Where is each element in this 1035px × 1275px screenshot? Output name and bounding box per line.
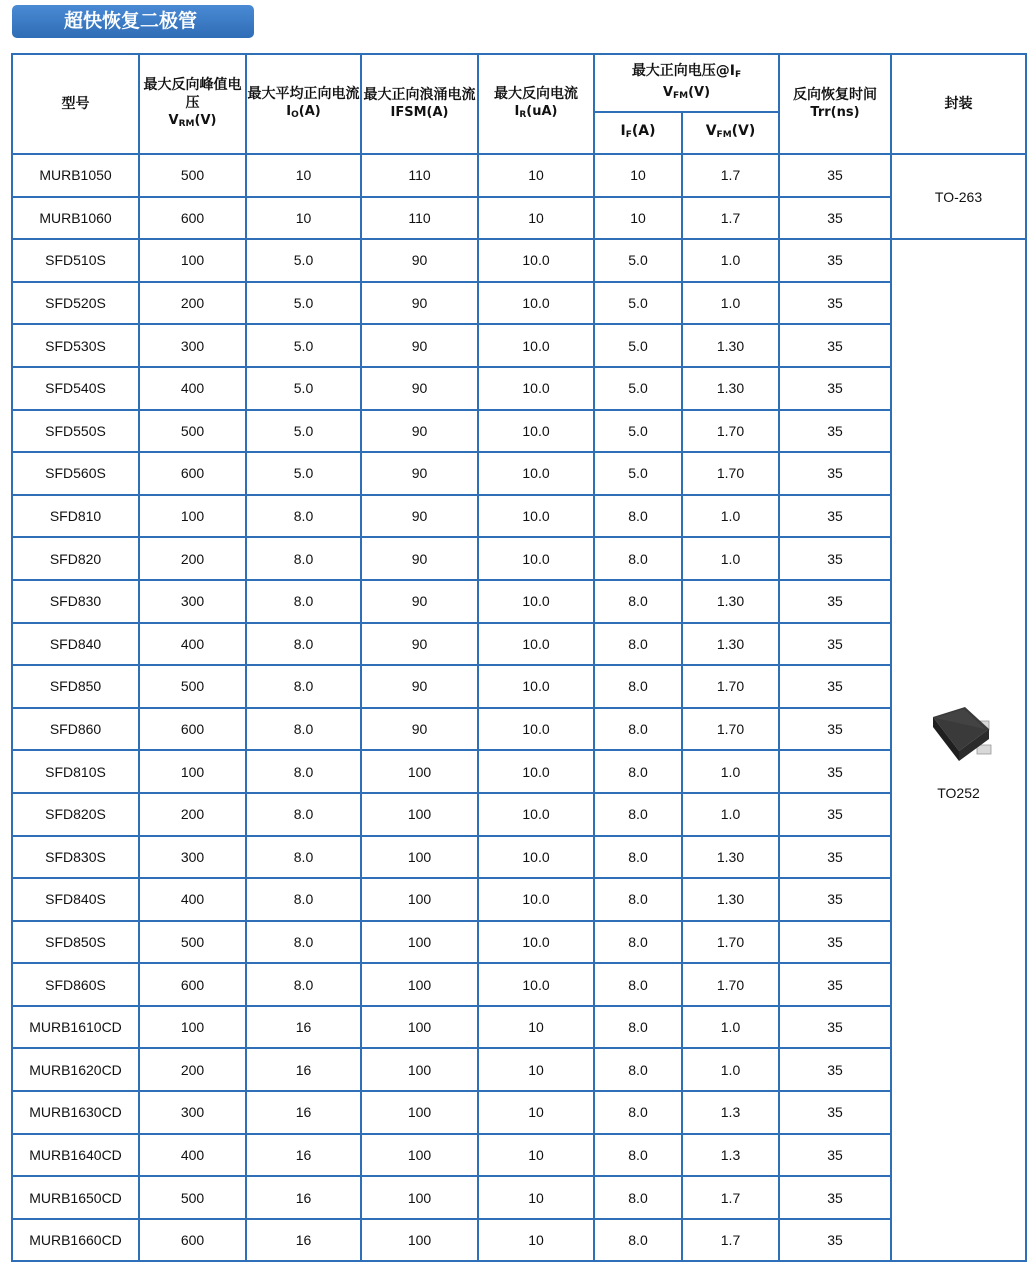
table-cell: 100 [361, 1006, 478, 1049]
table-cell: MURB1620CD [12, 1048, 139, 1091]
table-cell: 100 [139, 495, 246, 538]
table-cell: 1.0 [682, 750, 779, 793]
table-cell: 8.0 [246, 963, 361, 1006]
table-cell: 90 [361, 410, 478, 453]
table-cell: 1.7 [682, 154, 779, 197]
table-row [12, 836, 1026, 879]
table-cell: 8.0 [594, 580, 682, 623]
table-cell: 10.0 [478, 495, 594, 538]
table-cell: SFD830S [12, 836, 139, 879]
table-cell: SFD550S [12, 410, 139, 453]
table-cell: 35 [779, 708, 891, 751]
table-cell: 5.0 [594, 367, 682, 410]
header-io: 最大平均正向电流 $I_O(A)$ [246, 54, 361, 154]
table-cell: 600 [139, 452, 246, 495]
table-cell: SFD850S [12, 921, 139, 964]
table-cell: 10 [246, 197, 361, 240]
table-row [12, 367, 1026, 410]
table-cell: 1.30 [682, 324, 779, 367]
table-cell: 10.0 [478, 410, 594, 453]
table-cell: 10 [594, 154, 682, 197]
table-cell: 10 [478, 1176, 594, 1219]
table-cell: 8.0 [594, 1176, 682, 1219]
table-cell: 10.0 [478, 921, 594, 964]
table-cell: 300 [139, 580, 246, 623]
table-cell: 300 [139, 324, 246, 367]
table-row [12, 963, 1026, 1006]
table-cell: 35 [779, 1176, 891, 1219]
table-cell: 16 [246, 1091, 361, 1134]
table-cell: 10.0 [478, 708, 594, 751]
table-cell: SFD810S [12, 750, 139, 793]
table-row [12, 1134, 1026, 1177]
table-cell: 10.0 [478, 750, 594, 793]
table-cell: 8.0 [246, 750, 361, 793]
table-cell: 1.0 [682, 1048, 779, 1091]
table-cell: 10.0 [478, 793, 594, 836]
table-cell: 90 [361, 452, 478, 495]
table-cell: 1.70 [682, 410, 779, 453]
table-row [12, 1006, 1026, 1049]
table-cell: 35 [779, 324, 891, 367]
table-cell: 1.0 [682, 282, 779, 325]
table-cell: 1.70 [682, 963, 779, 1006]
table-cell: SFD520S [12, 282, 139, 325]
table-cell: 400 [139, 1134, 246, 1177]
table-cell: 200 [139, 282, 246, 325]
table-cell: 100 [361, 963, 478, 1006]
table-cell: 5.0 [246, 282, 361, 325]
table-cell: 300 [139, 1091, 246, 1134]
table-cell: 1.0 [682, 495, 779, 538]
table-cell: 100 [361, 1176, 478, 1219]
table-row [12, 878, 1026, 921]
table-row [12, 580, 1026, 623]
table-cell: 100 [361, 793, 478, 836]
package-to252 [891, 239, 1026, 1261]
table-row [12, 1048, 1026, 1091]
table-cell: 500 [139, 665, 246, 708]
table-cell: 5.0 [594, 452, 682, 495]
table-row [12, 793, 1026, 836]
header-vrm: 最大反向峰值电压 $V_{RM}(V)$ [139, 54, 246, 154]
table-cell: SFD530S [12, 324, 139, 367]
table-row [12, 154, 1026, 197]
table-cell: 1.30 [682, 623, 779, 666]
table-cell: 10.0 [478, 878, 594, 921]
table-cell: 5.0 [594, 410, 682, 453]
table-cell: 100 [361, 878, 478, 921]
table-cell: 400 [139, 623, 246, 666]
table-cell: 90 [361, 495, 478, 538]
table-cell: 35 [779, 665, 891, 708]
table-cell: 35 [779, 1091, 891, 1134]
table-cell: 10.0 [478, 836, 594, 879]
table-cell: 100 [139, 1006, 246, 1049]
table-row [12, 623, 1026, 666]
table-cell: SFD850 [12, 665, 139, 708]
table-cell: 35 [779, 750, 891, 793]
table-cell: 600 [139, 708, 246, 751]
table-cell: 10 [594, 197, 682, 240]
table-cell: 600 [139, 1219, 246, 1262]
table-cell: 1.30 [682, 836, 779, 879]
table-row [12, 1091, 1026, 1134]
table-cell: 90 [361, 665, 478, 708]
table-cell: 35 [779, 495, 891, 538]
table-cell: 10.0 [478, 282, 594, 325]
table-cell: 500 [139, 1176, 246, 1219]
table-cell: 35 [779, 537, 891, 580]
table-cell: 35 [779, 793, 891, 836]
table-cell: 10.0 [478, 580, 594, 623]
table-cell: 8.0 [246, 708, 361, 751]
table-cell: MURB1060 [12, 197, 139, 240]
table-cell: 200 [139, 793, 246, 836]
table-row [12, 708, 1026, 751]
table-cell: 35 [779, 1048, 891, 1091]
to252-package-image [919, 699, 999, 779]
table-cell: 300 [139, 836, 246, 879]
table-cell: 8.0 [594, 878, 682, 921]
table-cell: 200 [139, 1048, 246, 1091]
table-row [12, 1219, 1026, 1262]
table-cell: 110 [361, 197, 478, 240]
table-cell: 90 [361, 623, 478, 666]
table-cell: SFD810 [12, 495, 139, 538]
table-cell: 1.3 [682, 1134, 779, 1177]
table-cell: 10 [478, 1048, 594, 1091]
table-cell: 35 [779, 878, 891, 921]
table-cell: 16 [246, 1219, 361, 1262]
package-label: TO-263 [934, 188, 983, 205]
table-cell: 90 [361, 367, 478, 410]
table-cell: 90 [361, 282, 478, 325]
table-cell: 10.0 [478, 239, 594, 282]
table-cell: SFD560S [12, 452, 139, 495]
table-cell: 5.0 [246, 324, 361, 367]
table-cell: 8.0 [594, 1219, 682, 1262]
table-cell: 10 [478, 1091, 594, 1134]
table-cell: 8.0 [246, 878, 361, 921]
table-cell: 35 [779, 623, 891, 666]
table-row [12, 1176, 1026, 1219]
table-cell: 35 [779, 452, 891, 495]
table-cell: 90 [361, 537, 478, 580]
table-cell: 5.0 [594, 324, 682, 367]
table-cell: 10.0 [478, 537, 594, 580]
table-cell: 1.70 [682, 921, 779, 964]
header-ifsm: 最大正向浪涌电流 IFSM(A) [361, 54, 478, 154]
table-cell: 5.0 [594, 282, 682, 325]
table-cell: MURB1630CD [12, 1091, 139, 1134]
table-cell: SFD820S [12, 793, 139, 836]
table-cell: 10 [478, 154, 594, 197]
table-cell: 5.0 [594, 239, 682, 282]
table-cell: 5.0 [246, 367, 361, 410]
table-cell: SFD510S [12, 239, 139, 282]
header-vf: 最大正向电压$@I_F$ $V_{FM}(V)$ [594, 54, 779, 112]
table-cell: 35 [779, 1006, 891, 1049]
table-cell: 16 [246, 1176, 361, 1219]
table-cell: 35 [779, 1219, 891, 1262]
table-cell: 10 [478, 1219, 594, 1262]
table-cell: 110 [361, 154, 478, 197]
table-cell: 16 [246, 1134, 361, 1177]
table-cell: 1.0 [682, 537, 779, 580]
table-cell: 5.0 [246, 452, 361, 495]
table-cell: 200 [139, 537, 246, 580]
table-cell: 8.0 [594, 537, 682, 580]
table-cell: 100 [361, 1219, 478, 1262]
table-cell: 10 [246, 154, 361, 197]
table-cell: MURB1640CD [12, 1134, 139, 1177]
table-cell: 35 [779, 239, 891, 282]
header-vfm: $V_{FM}(V)$ [682, 112, 779, 154]
header-package: 封装 [891, 54, 1026, 154]
table-cell: 10.0 [478, 963, 594, 1006]
table-cell: 1.30 [682, 878, 779, 921]
table-cell: 35 [779, 367, 891, 410]
table-cell: 1.70 [682, 708, 779, 751]
table-cell: 1.7 [682, 197, 779, 240]
table-cell: 100 [361, 1091, 478, 1134]
table-cell: 1.0 [682, 239, 779, 282]
table-cell: 1.70 [682, 665, 779, 708]
table-cell: 10 [478, 197, 594, 240]
table-cell: 35 [779, 282, 891, 325]
table-cell: 10.0 [478, 324, 594, 367]
table-cell: 1.30 [682, 580, 779, 623]
table-cell: 100 [361, 921, 478, 964]
table-cell: 8.0 [594, 793, 682, 836]
table-cell: 10.0 [478, 452, 594, 495]
header-model: 型号 [12, 54, 139, 154]
table-cell: 10.0 [478, 623, 594, 666]
table-cell: 100 [139, 239, 246, 282]
table-row [12, 410, 1026, 453]
table-cell: 8.0 [246, 495, 361, 538]
table-cell: SFD830 [12, 580, 139, 623]
table-cell: 90 [361, 324, 478, 367]
table-cell: 8.0 [594, 921, 682, 964]
table-cell: 8.0 [594, 1048, 682, 1091]
table-cell: 35 [779, 410, 891, 453]
table-row [12, 197, 1026, 240]
table-cell: 1.0 [682, 1006, 779, 1049]
table-cell: 35 [779, 580, 891, 623]
table-cell: 8.0 [246, 665, 361, 708]
table-cell: 16 [246, 1006, 361, 1049]
table-row [12, 324, 1026, 367]
table-cell: 90 [361, 239, 478, 282]
table-cell: 500 [139, 921, 246, 964]
table-cell: 8.0 [594, 836, 682, 879]
table-row [12, 921, 1026, 964]
table-cell: 600 [139, 197, 246, 240]
table-cell: SFD840S [12, 878, 139, 921]
table-cell: SFD860S [12, 963, 139, 1006]
table-cell: 8.0 [246, 921, 361, 964]
table-cell: 90 [361, 580, 478, 623]
table-row [12, 495, 1026, 538]
table-cell: 500 [139, 410, 246, 453]
table-cell: 100 [361, 750, 478, 793]
table-cell: 400 [139, 878, 246, 921]
table-cell: 8.0 [594, 1006, 682, 1049]
table-cell: 8.0 [246, 623, 361, 666]
table-row [12, 665, 1026, 708]
spec-table [11, 53, 1027, 1262]
table-cell: 16 [246, 1048, 361, 1091]
table-cell: 100 [361, 836, 478, 879]
table-cell: SFD860 [12, 708, 139, 751]
table-cell: 10.0 [478, 367, 594, 410]
table-row [12, 282, 1026, 325]
page-title: 超快恢复二极管 [12, 5, 254, 38]
table-cell: MURB1050 [12, 154, 139, 197]
table-cell: 1.3 [682, 1091, 779, 1134]
table-cell: 8.0 [594, 1134, 682, 1177]
table-cell: 10 [478, 1006, 594, 1049]
table-cell: 5.0 [246, 239, 361, 282]
header-trr: 反向恢复时间 Trr(ns) [779, 54, 891, 154]
package-label: TO252 [937, 785, 980, 802]
table-cell: 8.0 [594, 665, 682, 708]
table-cell: 35 [779, 197, 891, 240]
table-cell: MURB1610CD [12, 1006, 139, 1049]
table-cell: 1.70 [682, 452, 779, 495]
table-cell: 5.0 [246, 410, 361, 453]
table-cell: 8.0 [594, 750, 682, 793]
header-if: $I_F(A)$ [594, 112, 682, 154]
table-cell: 400 [139, 367, 246, 410]
table-cell: 90 [361, 708, 478, 751]
table-cell: 8.0 [594, 1091, 682, 1134]
table-cell: 100 [361, 1134, 478, 1177]
table-cell: 8.0 [594, 495, 682, 538]
table-cell: 8.0 [246, 580, 361, 623]
table-cell: 35 [779, 836, 891, 879]
table-cell: SFD820 [12, 537, 139, 580]
package-to263 [891, 154, 1026, 239]
table-cell: 100 [361, 1048, 478, 1091]
table-row [12, 239, 1026, 282]
table-cell: 1.7 [682, 1219, 779, 1262]
table-cell: 1.0 [682, 793, 779, 836]
table-cell: 500 [139, 154, 246, 197]
table-cell: MURB1650CD [12, 1176, 139, 1219]
table-cell: MURB1660CD [12, 1219, 139, 1262]
table-row [12, 750, 1026, 793]
table-cell: 10 [478, 1134, 594, 1177]
table-cell: 35 [779, 963, 891, 1006]
table-row [12, 537, 1026, 580]
table-cell: 8.0 [594, 963, 682, 1006]
table-cell: SFD540S [12, 367, 139, 410]
table-cell: 10.0 [478, 665, 594, 708]
table-row [12, 452, 1026, 495]
table-cell: 35 [779, 154, 891, 197]
table-cell: 8.0 [594, 623, 682, 666]
table-cell: 8.0 [246, 793, 361, 836]
table-cell: 600 [139, 963, 246, 1006]
table-cell: 35 [779, 921, 891, 964]
table-cell: SFD840 [12, 623, 139, 666]
table-cell: 35 [779, 1134, 891, 1177]
table-cell: 100 [139, 750, 246, 793]
table-cell: 8.0 [246, 836, 361, 879]
table-cell: 1.30 [682, 367, 779, 410]
header-ir: 最大反向电流 $I_R(uA)$ [478, 54, 594, 154]
table-cell: 1.7 [682, 1176, 779, 1219]
table-cell: 8.0 [594, 708, 682, 751]
table-cell: 8.0 [246, 537, 361, 580]
